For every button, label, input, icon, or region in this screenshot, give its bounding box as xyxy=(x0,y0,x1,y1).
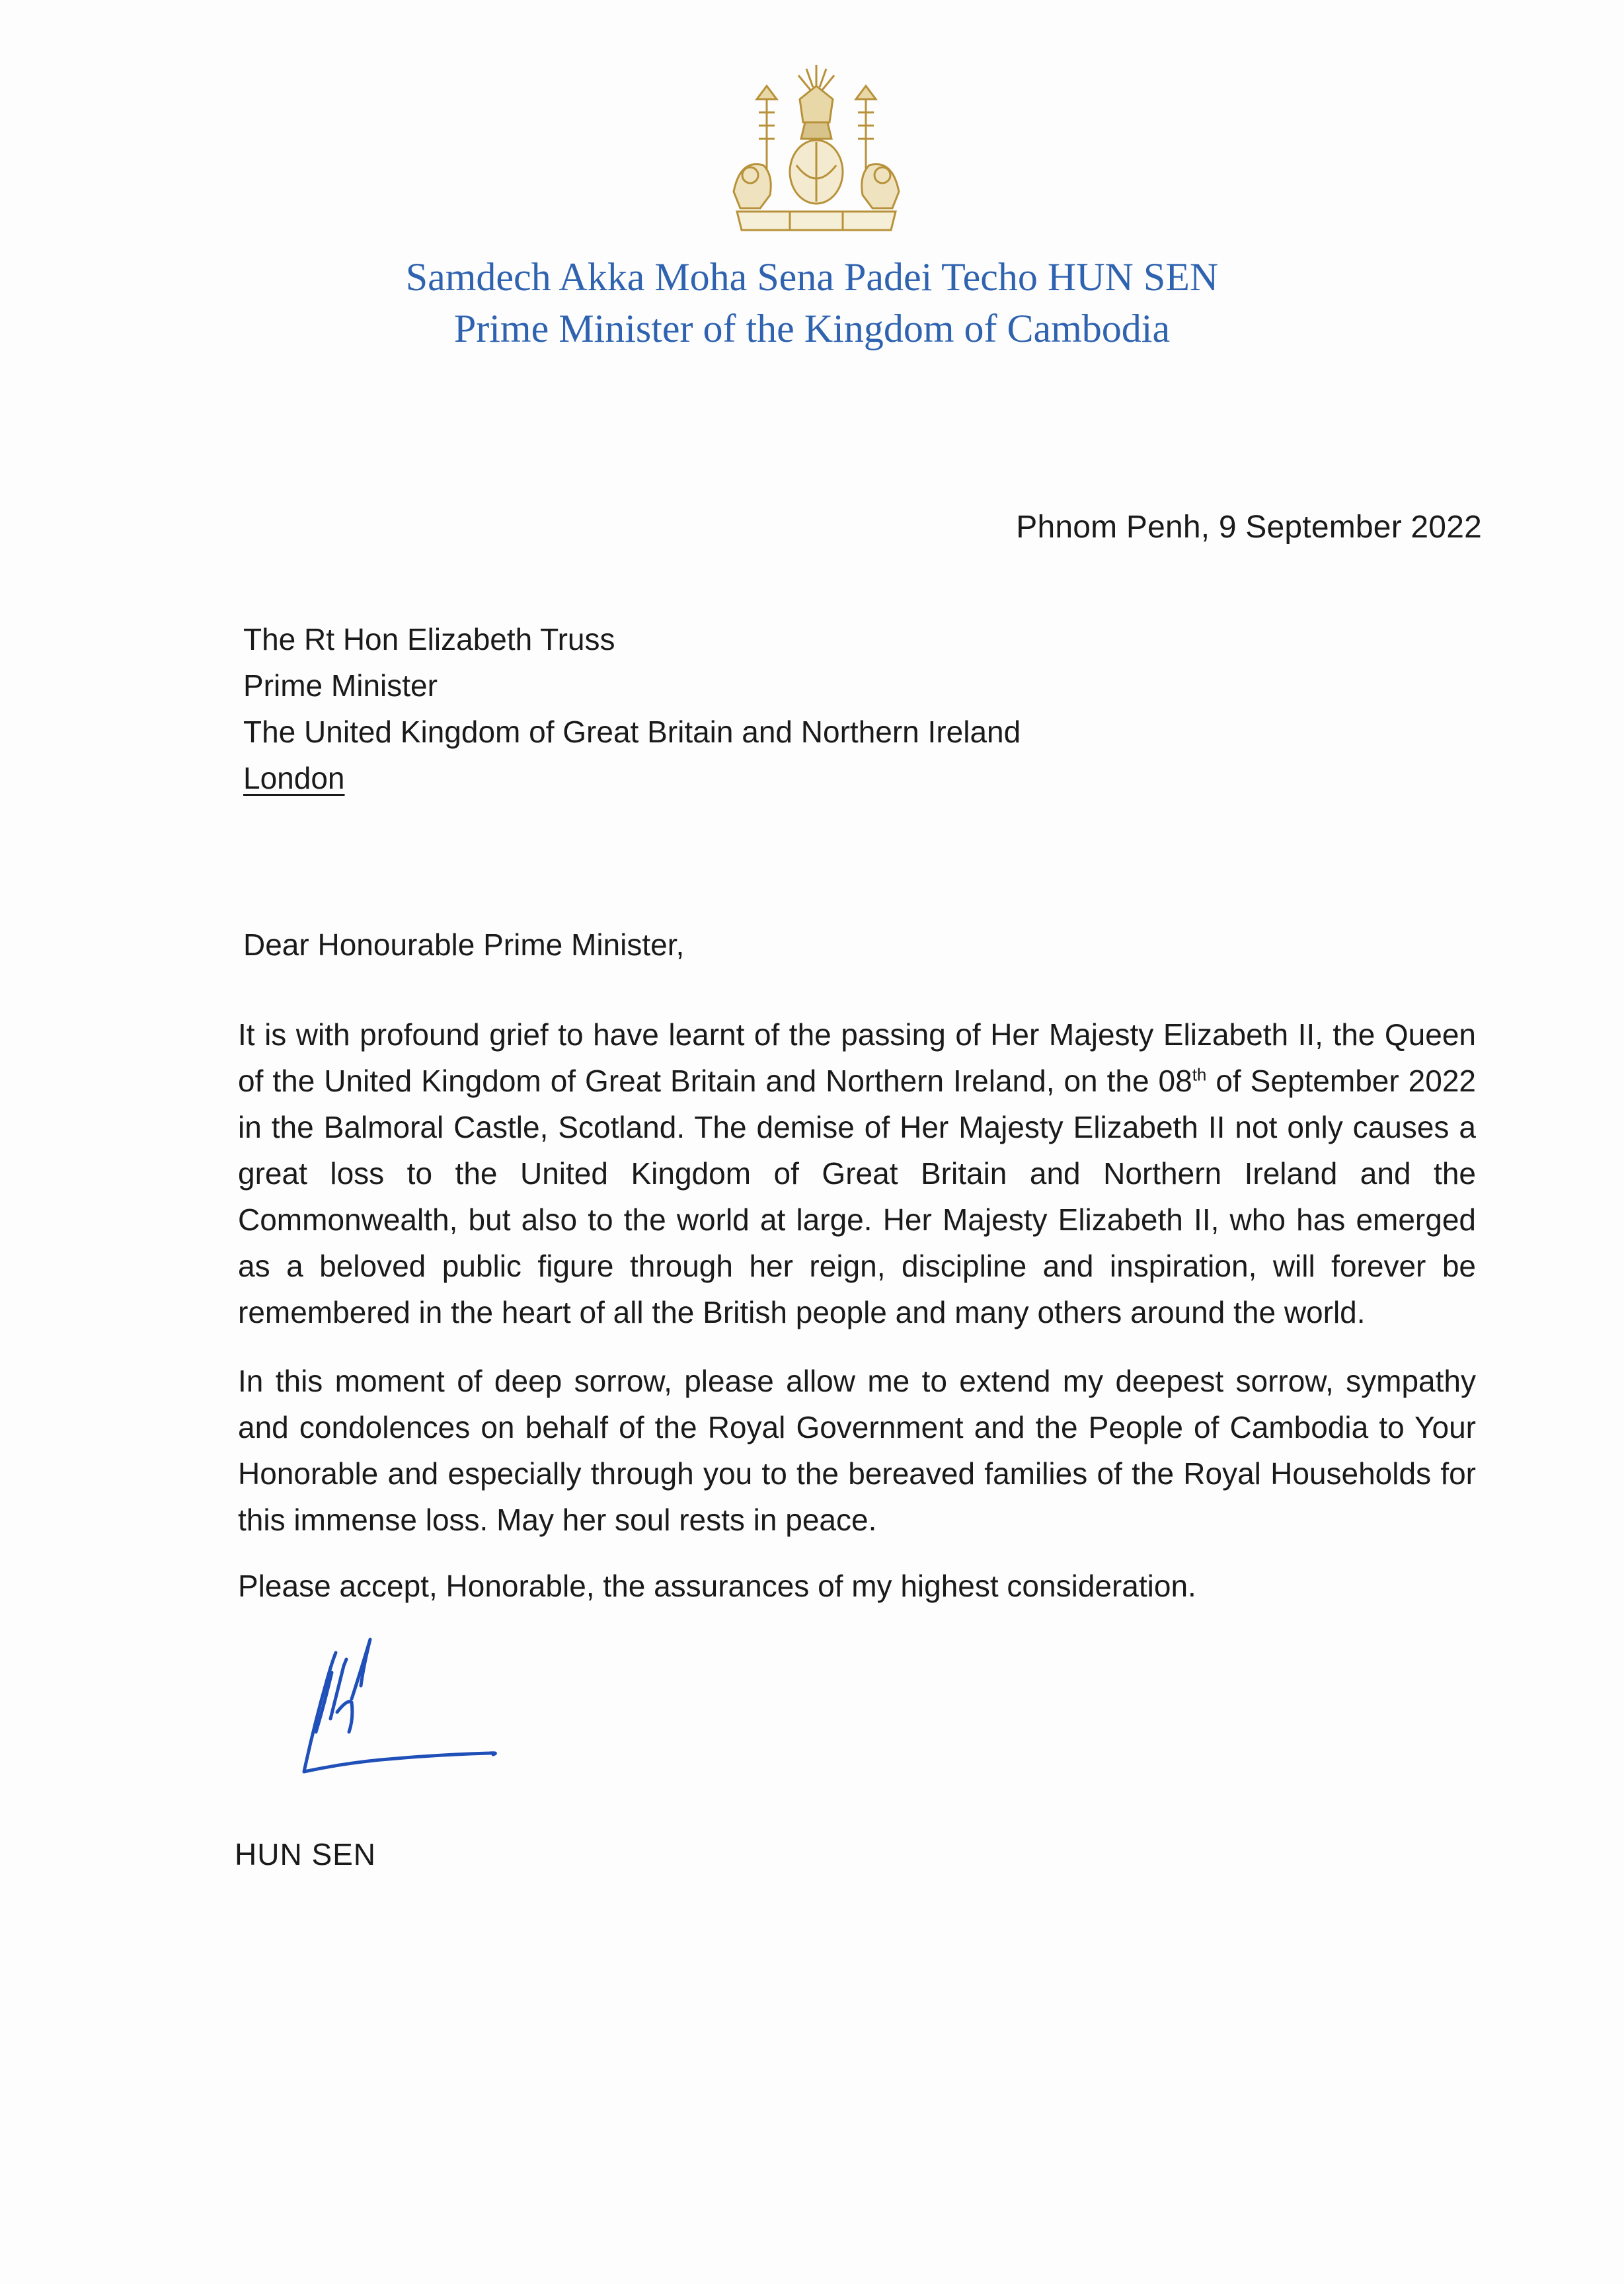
cambodia-royal-emblem-icon xyxy=(720,59,912,238)
letterhead-name: Samdech Akka Moha Sena Padei Techo HUN SEN xyxy=(405,255,1219,299)
recipient-position: Prime Minister xyxy=(243,668,438,703)
paragraph-1-start: It is with profound grief to have learnt of the passing of Her Majesty Elizabeth II, the Queen of the United Kingdom of Great Britain and Northern Ireland, on the 08 xyxy=(238,1017,1476,1098)
handwritten-signature-icon xyxy=(297,1633,522,1785)
paragraph-1 xyxy=(238,1011,1476,1335)
letter-date: Phnom Penh, 9 September 2022 xyxy=(1016,510,1482,545)
recipient-address xyxy=(243,616,1021,801)
salutation: Dear Honourable Prime Minister, xyxy=(243,927,685,962)
letterhead-title: Prime Minister of the Kingdom of Cambodia xyxy=(453,307,1171,350)
recipient-country: The United Kingdom of Great Britain and Northern Ireland xyxy=(243,715,1021,749)
closing-line: Please accept, Honorable, the assurances of my highest consideration. xyxy=(238,1569,1196,1603)
signer-name: HUN SEN xyxy=(235,1837,377,1871)
recipient-city: London xyxy=(243,761,345,795)
paragraph-1-end: of September 2022 in the Balmoral Castle, Scotland. The demise of Her Majesty Elizabeth II not only causes a great loss to the United Kingdom of Great Britain and Northern Ireland and the Commonwealth, but also to the world at large. Her Majesty Elizabeth II, who has emerged as a beloved public figure through her reign, discipline and inspiration, will forever be remembered in the heart of all the British people and many others around the world. xyxy=(238,1064,1476,1329)
paragraph-2: In this moment of deep sorrow, please allow me to extend my deepest sorrow, sympathy and condolences on behalf of the Royal Government and the People of Cambodia to Your Honorable and especially through you to the bereaved families of the Royal Households for this immense loss. May her soul rests in peace. xyxy=(238,1364,1476,1537)
ordinal-suffix: th xyxy=(1192,1064,1207,1085)
recipient-name: The Rt Hon Elizabeth Truss xyxy=(243,622,615,656)
